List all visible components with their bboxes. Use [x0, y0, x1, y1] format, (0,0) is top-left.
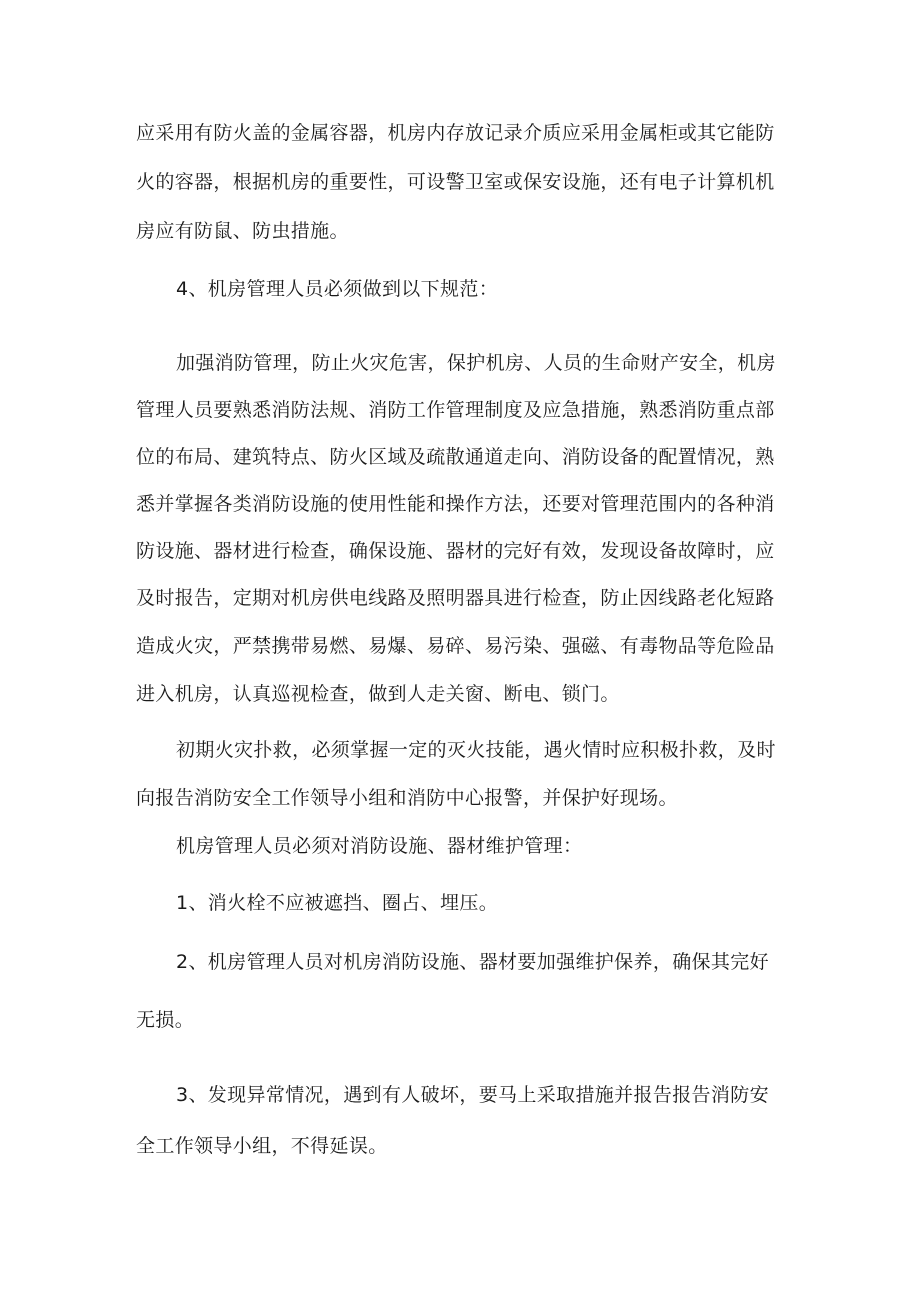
list-item: 2、机房管理人员对机房消防设施、器材要加强维护保养，确保其完好: [176, 951, 769, 973]
list-item: 1、消火栓不应被遮挡、圈占、埋压。: [176, 892, 499, 914]
paragraph-line: 向报告消防安全工作领导小组和消防中心报警，并保护好现场。: [136, 787, 678, 809]
paragraph-line: 房应有防鼠、防虫措施。: [136, 220, 349, 242]
paragraph-line: 应采用有防火盖的金属容器，机房内存放记录介质应采用金属柜或其它能防: [136, 122, 775, 144]
section-heading: 4、机房管理人员必须做到以下规范：: [176, 278, 499, 300]
list-item-continuation: 无损。: [136, 1009, 195, 1031]
list-item: 3、发现异常情况，遇到有人破坏，要马上采取措施并报告报告消防安: [176, 1084, 769, 1106]
paragraph-line: 机房管理人员必须对消防设施、器材维护管理：: [176, 835, 583, 857]
paragraph-line: 位的布局、建筑特点、防火区域及疏散通道走向、消防设备的配置情况，熟: [136, 446, 775, 468]
paragraph-line: 管理人员要熟悉消防法规、消防工作管理制度及应急措施，熟悉消防重点部: [136, 399, 775, 421]
paragraph-line: 防设施、器材进行检查，确保设施、器材的完好有效，发现设备故障时，应: [136, 540, 775, 562]
paragraph-line: 造成火灾，严禁携带易燃、易爆、易碎、易污染、强磁、有毒物品等危险品: [136, 635, 775, 657]
paragraph-line: 进入机房，认真巡视检查，做到人走关窗、断电、锁门。: [136, 683, 620, 705]
paragraph-line: 加强消防管理，防止火灾危害，保护机房、人员的生命财产安全，机房: [176, 352, 776, 374]
paragraph-line: 悉并掌握各类消防设施的使用性能和操作方法，还要对管理范围内的各种消: [136, 493, 775, 515]
paragraph-line: 初期火灾扑救，必须掌握一定的灭火技能，遇火情时应积极扑救，及时: [176, 739, 776, 761]
list-item-continuation: 全工作领导小组，不得延误。: [136, 1135, 388, 1157]
paragraph-line: 及时报告，定期对机房供电线路及照明器具进行检查，防止因线路老化短路: [136, 587, 775, 609]
paragraph-line: 火的容器，根据机房的重要性，可设警卫室或保安设施，还有电子计算机机: [136, 171, 775, 193]
